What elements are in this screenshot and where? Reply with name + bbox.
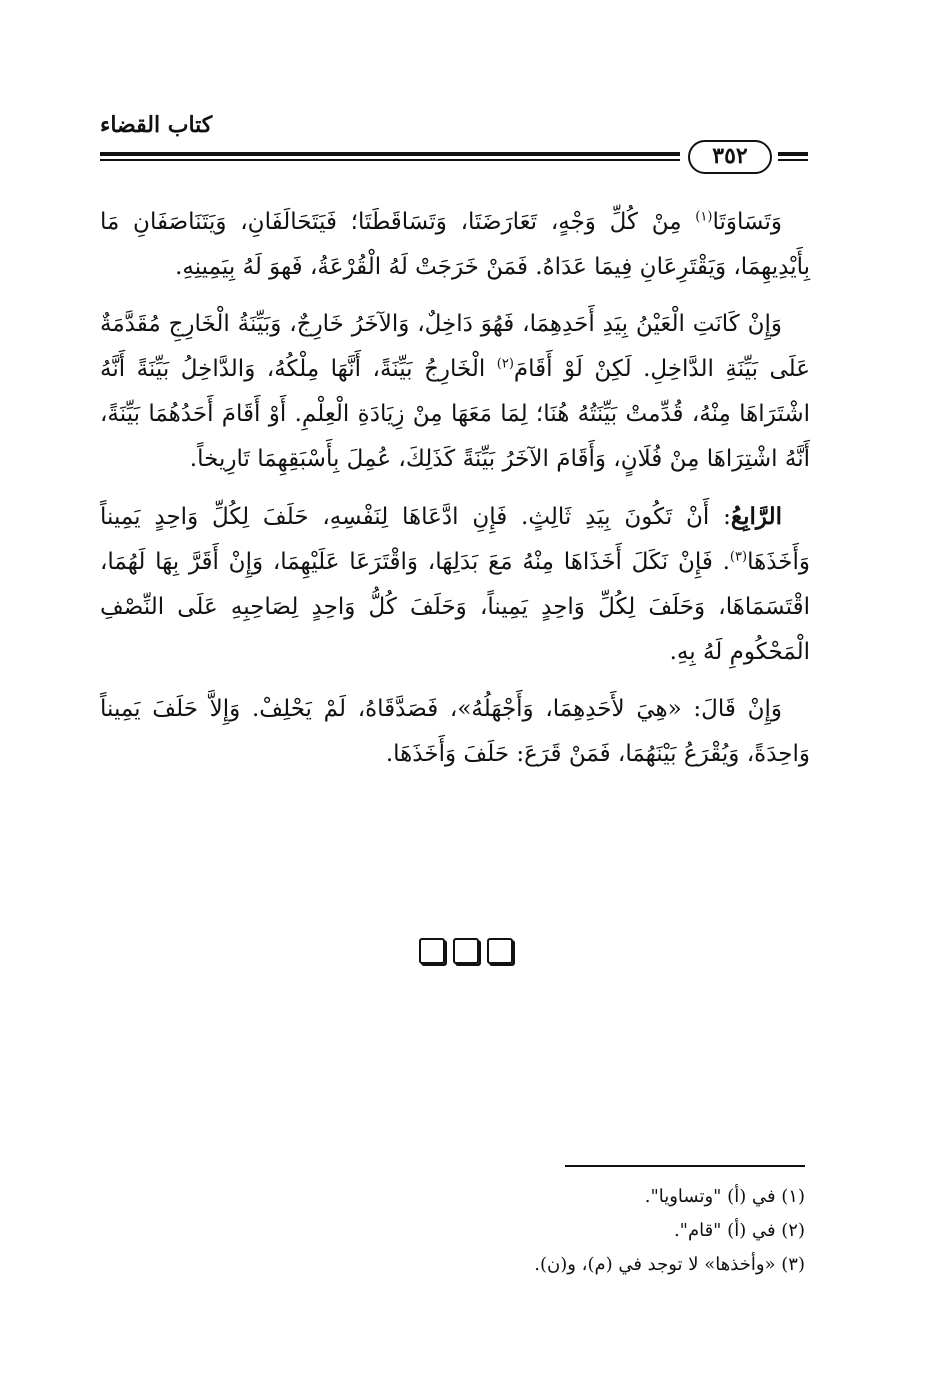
header-rule-thin [100, 159, 680, 161]
page-header [100, 100, 810, 180]
page-number: ٣٥٢ [688, 140, 772, 174]
header-rule-right-thick [778, 152, 808, 156]
footnote-divider [565, 1165, 805, 1167]
book-title: كتاب القضاء [100, 112, 213, 138]
paragraph-1-text: مِنْ كُلِّ وَجْهٍ، تَعَارَضَتَا، وَتَسَاقَطَتَا؛ فَيَتَحَالَفَانِ، وَيَتَنَاصَفَانِ مَا بِأَيْدِيهِمَا، وَيَقْتَرِعَانِ فِيمَا عَدَاهُ. فَمَنْ خَرَجَتْ لَهُ الْقُرْعَةُ، فَهوَ لَهُ بِيَمِينِهِ. [100, 209, 810, 280]
footnote-2: (٢) في (أ) "قام". [673, 1220, 805, 1241]
paragraph-2-text-b: الْخَارِجُ بَيِّنَةً، أَنَّهَا مِلْكُهُ، وَالدَّاخِلُ بَيِّنَةً أَنَّهُ اشْتَرَاهَا مِنْهُ، قُدِّمتْ بَيِّنَتُهُ هُنَا؛ لِمَا مَعَهَا مِنْ زِيَادَةِ الْعِلْمِ. أَوْ أَقَامَ أَحَدُهُمَا بَيِّنَةً، أَنَّهُ اشْتِرَاهَا مِنْ فُلَانٍ، وَأَقَامَ الآخَرُ بَيِّنَةً كَذَلِكَ، عُمِلَ بِأَسْبَقِهِمَا تَارِيخاً. [100, 356, 810, 472]
section-separator [0, 938, 931, 968]
paragraph-3-text-a: : أَنْ تَكُونَ بِيَدِ ثَالِثٍ. فَإِنِ ادَّعَاهَا لِنَفْسِهِ، حَلَفَ لِكُلِّ وَاحِدٍ يَمِيناً وَأَخَذَهَا [100, 504, 810, 575]
paragraph-3 [100, 494, 810, 675]
separator-square-icon [453, 938, 479, 964]
paragraph-1 [100, 200, 810, 290]
paragraph-2 [100, 302, 810, 482]
paragraph-4-text: وَإِنْ قَالَ: «هِيَ لأَحَدِهِمَا، وَأَجْهَلُهُ»، فَصَدَّقَاهُ، لَمْ يَحْلِفْ. وَإِلاَّ حَلَفَ يَمِيناً وَاحِدَةً، وَيُقْرَعُ بَيْنَهُمَا، فَمَنْ قَرَعَ: حَلَفَ وَأَخَذَهَا. [100, 696, 810, 767]
paragraph-4 [100, 687, 810, 777]
header-rule-right-thin [778, 159, 808, 161]
footnote-ref-2: (٢) [496, 356, 514, 372]
footnote-1: (١) في (أ) "وتساويا". [644, 1186, 805, 1207]
footnote-ref-3: (٣) [729, 549, 748, 565]
footnotes [100, 1180, 805, 1282]
footnote-ref-1: (١) [695, 209, 713, 225]
separator-square-icon [487, 938, 513, 964]
header-rule-thick [100, 152, 680, 156]
paragraph-2-text-a: وَإِنْ كَانَتِ الْعَيْنُ بِيَدِ أَحَدِهِمَا، فَهُوَ دَاخِلٌ، وَالآخَرُ خَارِجٌ، وَبَيِّنَةُ الْخَارِجِ مُقَدَّمَةٌ عَلَى بَيِّنَةِ الدَّاخِلِ. لَكِنْ لَوْ أَقَامَ [100, 311, 810, 382]
main-text [100, 200, 810, 789]
paragraph-3-text-b: . فَإِنْ نَكَلَ أَخَذَاهَا مِنْهُ مَعَ بَدَلِهَا، وَاقْتَرَعَا عَلَيْهِمَا، وَإِنْ أَقَرَّ بِهَا لَهُمَا، اقْتَسَمَاهَا، وَحَلَفَ لِكُلِّ وَاحِدٍ يَمِيناً، وَحَلَفَ كُلُّ وَاحِدٍ لِصَاحِبِهِ عَلَى النِّصْفِ الْمَحْكُومِ لَهُ بِهِ. [100, 549, 810, 665]
paragraph-1-lead: وَتَسَاوَتَا [712, 209, 782, 235]
paragraph-3-lead: الرَّابِعُ [730, 503, 782, 530]
separator-square-icon [419, 938, 445, 964]
footnote-3: (٣) «وأخذها» لا توجد في (م)، و(ن). [534, 1254, 805, 1275]
